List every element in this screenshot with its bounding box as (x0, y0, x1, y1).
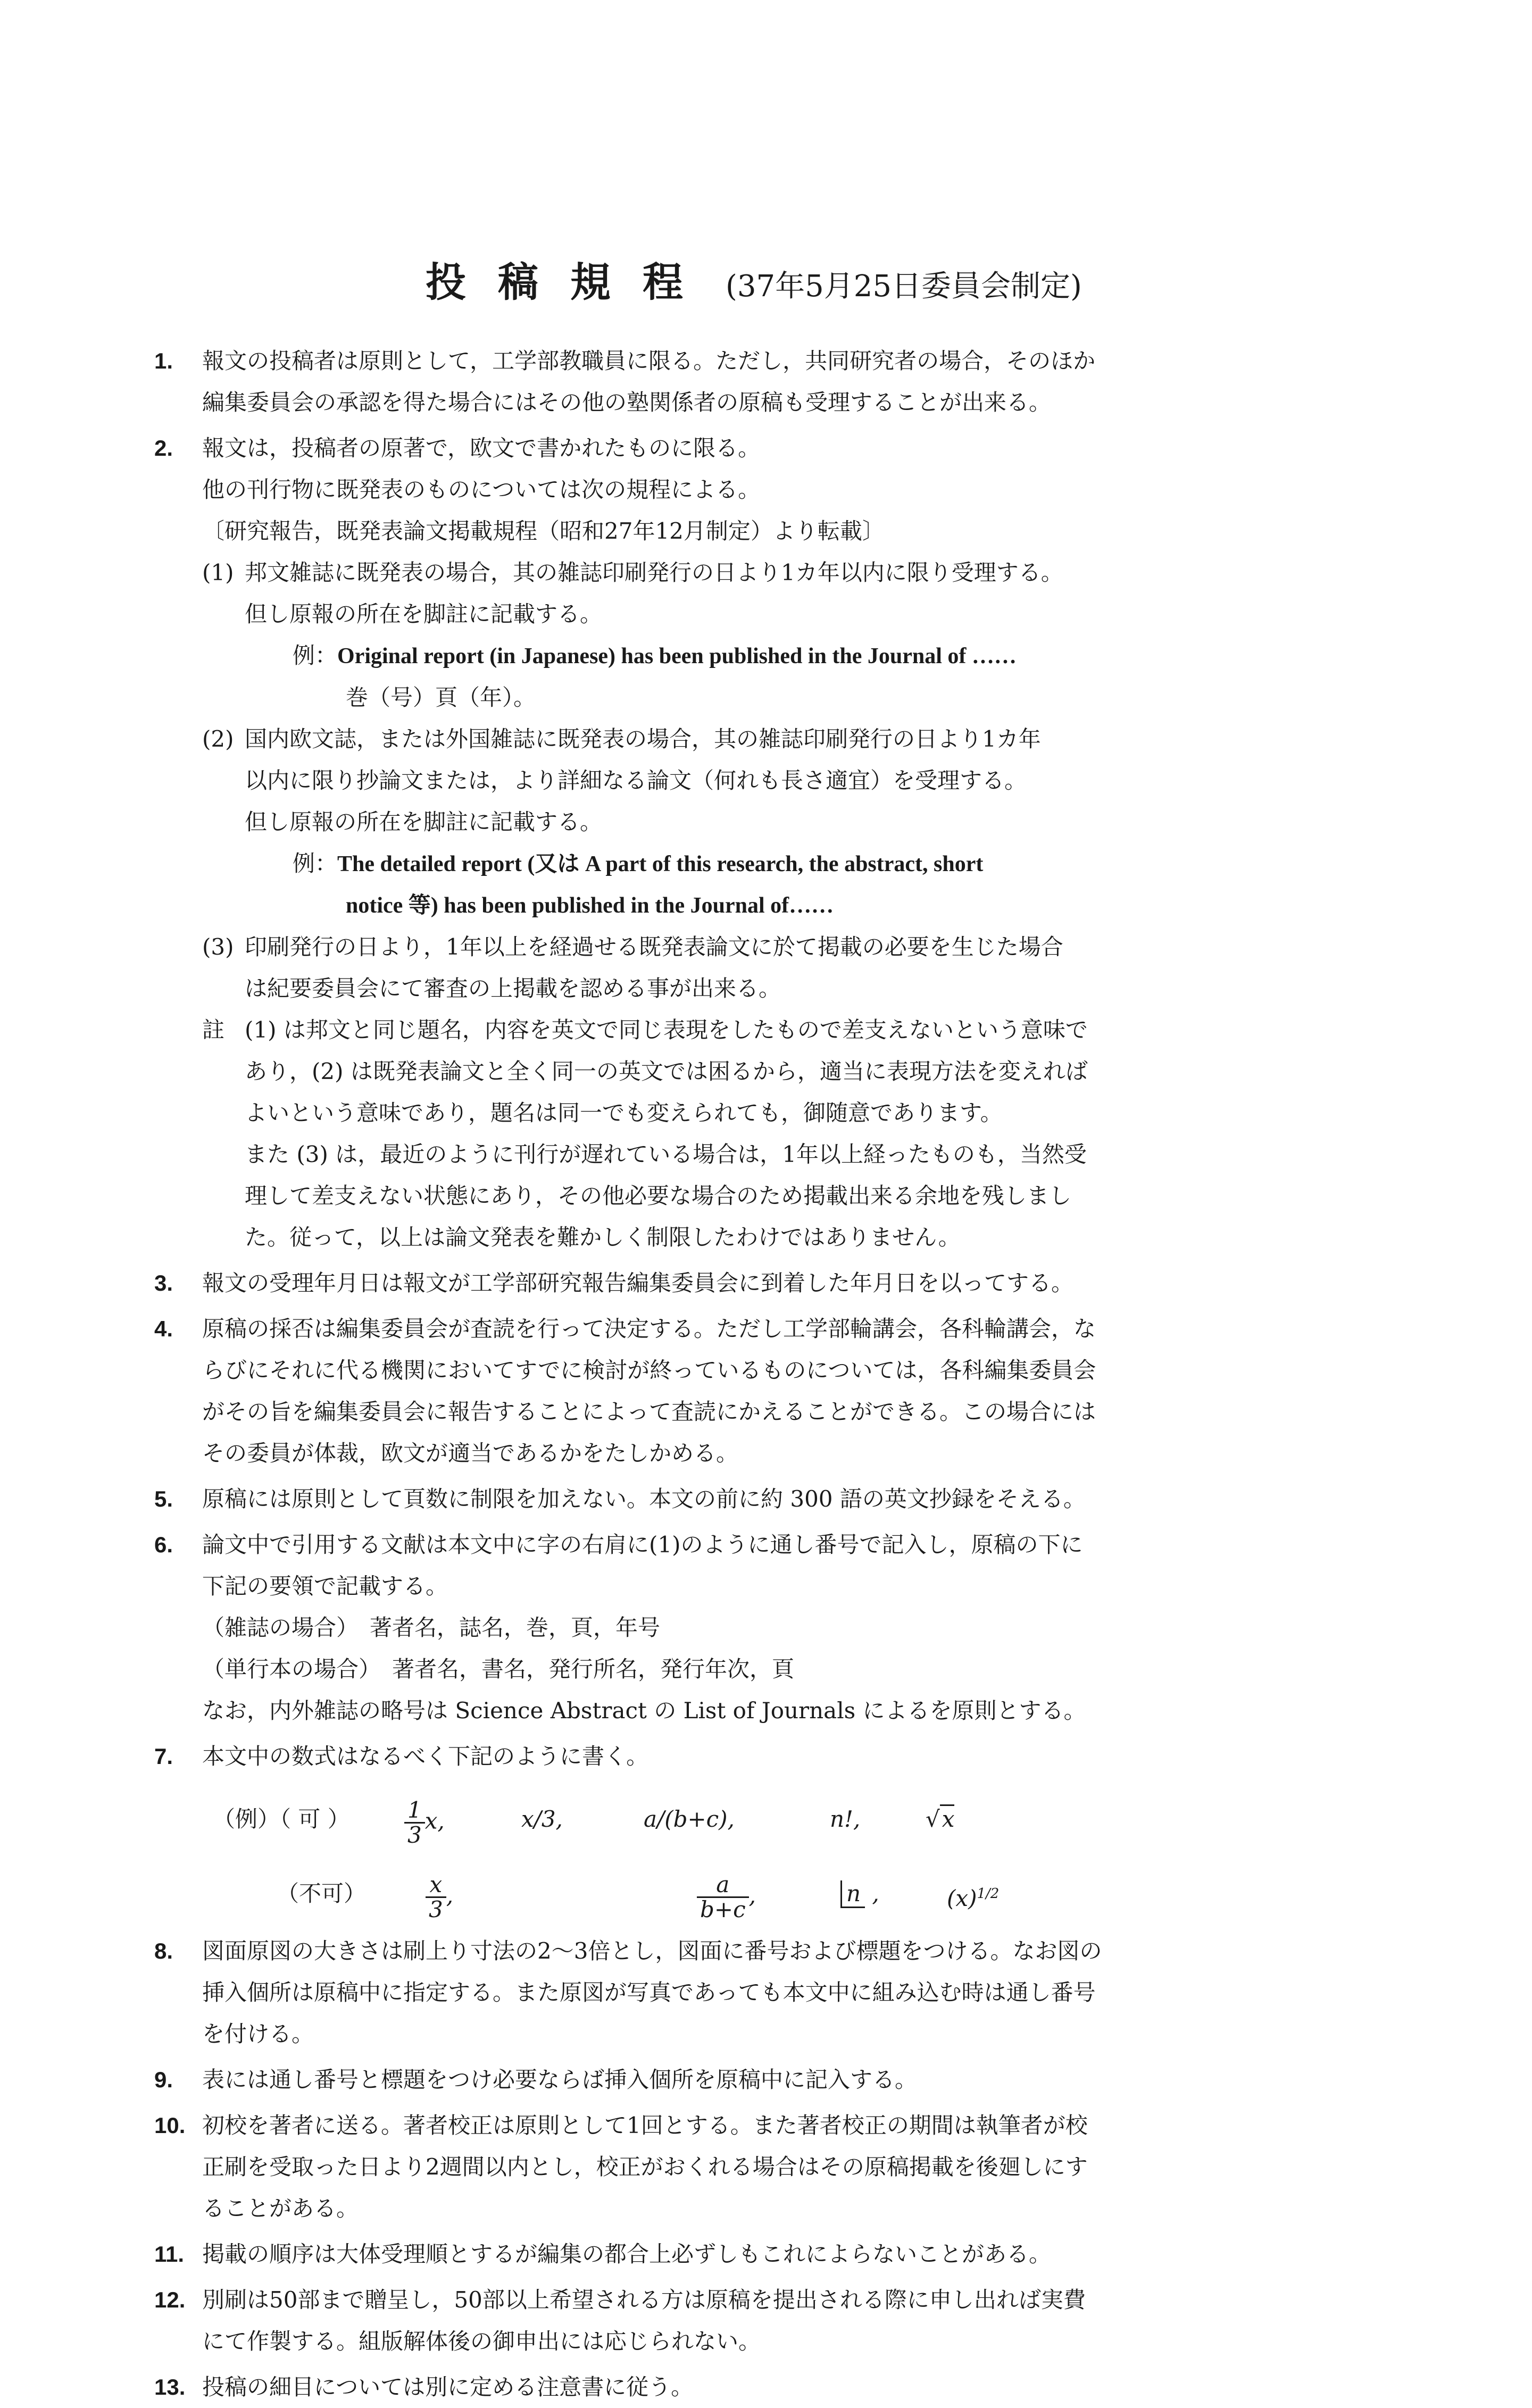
rule-number: 2. (154, 436, 173, 461)
pow-exp: 1/2 (977, 1886, 1000, 1902)
rule-2-note (202, 1009, 1218, 1258)
pow-base: (x) (947, 1885, 977, 1911)
sqrt-arg: x (940, 1804, 955, 1832)
sub-line: 邦文雑誌に既発表の場合，其の雑誌印刷発行の日より1カ年以内に限り受理する。 (245, 559, 1063, 586)
rule-13 (154, 2367, 1218, 2408)
rule-line: （単行本の場合） 著者名，書名，発行所名，発行年次，頁 (202, 1656, 795, 1682)
frac-num: a (697, 1873, 749, 1898)
rule-5 (154, 1478, 1218, 1520)
example-line (245, 843, 1218, 885)
rule-line: その委員が体裁，欧文が適当であるかをたしかめる。 (202, 1440, 739, 1466)
rule-line: 表には通し番号と標題をつけ必要ならば挿入個所を原稿中に記入する。 (202, 2067, 918, 2093)
formula-a-over-bc: a/(b+c), (644, 1806, 735, 1832)
frac-num: 1 (404, 1799, 425, 1824)
rule-line: 初校を著者に送る。著者校正は原則として1回とする。また著者校正の期間は執筆者が校 (202, 2112, 1088, 2138)
frac-after: , (748, 1882, 756, 1909)
rule-line: 挿入個所は原稿中に指定する。また原図が写真であっても本文中に組み込む時は通し番号 (202, 1979, 1096, 2005)
formula-row-ok (202, 1777, 1218, 1852)
rule-line: （雑誌の場合） 著者名，誌名，巻，頁，年号 (202, 1615, 661, 1641)
rule-line: 報文は，投稿者の原著で，欧文で書かれたものに限る。 (202, 435, 761, 461)
rule-line: 投稿の細目については別に定める注意書に従う。 (202, 2374, 694, 2400)
fact-arg: n (840, 1880, 865, 1908)
formula-x-pow-half (947, 1873, 999, 1919)
rule-10 (154, 2105, 1218, 2229)
rule-line: 原稿の採否は編集委員会が査読を行って決定する。ただし工学部輪講会，各科輪講会，な (202, 1316, 1096, 1342)
rule-number: 3. (154, 1270, 173, 1295)
rule-line: ることがある。 (202, 2195, 359, 2221)
rule-line: 正刷を受取った日より2週間以内とし，校正がおくれる場合はその原稿掲載を後廻しにす (202, 2154, 1088, 2180)
rule-number: 9. (154, 2067, 173, 2092)
sub-line: 印刷発行の日より，1年以上を経過せる既発表論文に於て掲載の必要を生じた場合 (245, 934, 1063, 960)
sub-line: 但し原報の所在を脚註に記載する。 (245, 601, 603, 627)
formula-ok-label: （例）（ 可 ） (213, 1806, 350, 1832)
title-sub: (37年5月25日委員会制定) (726, 269, 1082, 304)
rule-number: 12. (154, 2287, 186, 2312)
rule-line: 原稿には原則として頁数に制限を加えない。本文の前に約 300 語の英文抄録をそえる。 (202, 1486, 1086, 1512)
formula-ng-label: （不可） (277, 1880, 367, 1907)
sub-line: 以内に限り抄論文または，より詳細なる論文（何れも長さ適宜）を受理する。 (245, 767, 1027, 793)
frac-after: , (446, 1882, 454, 1909)
rule-9 (154, 2059, 1218, 2101)
page-title (426, 250, 1082, 308)
frac-den: 3 (429, 1896, 443, 1922)
formula-n-factorial-old (840, 1873, 879, 1914)
sub-line: 国内欧文誌，または外国雑誌に既発表の場合，其の雑誌印刷発行の日より1カ年 (245, 726, 1041, 752)
example-text: The detailed report (又は A part of this research, the abstract, short (337, 852, 984, 876)
rule-3 (154, 1262, 1218, 1304)
rules-body (154, 340, 1218, 2408)
rule-line: 本文中の数式はなるべく下記のように書く。 (202, 1743, 649, 1769)
rule-line: 図面原図の大きさは刷上り寸法の2〜3倍とし，図面に番号および標題をつける。なお図の (202, 1938, 1102, 1964)
formula-frac-x-3 (426, 1873, 453, 1921)
note-label: 註 (202, 1017, 225, 1043)
rule-8 (154, 1930, 1218, 2055)
rule-line: 編集委員会の承認を得た場合にはその他の塾関係者の原稿も受理することが出来る。 (202, 389, 1052, 415)
rule-2 (154, 428, 1218, 1258)
rule-4 (154, 1308, 1218, 1474)
example-label: 例： (293, 642, 338, 668)
example-label: 例： (293, 850, 338, 876)
frac-den: b+c (700, 1896, 746, 1922)
example-line: notice 等) has been published in the Journal of…… (346, 893, 834, 918)
rule-number: 6. (154, 1532, 173, 1557)
rule-line: がその旨を編集委員会に報告することによって査読にかえることができる。この場合には (202, 1399, 1096, 1425)
rule-1 (154, 340, 1218, 423)
note-line: また (3) は，最近のように刊行が遅れている場合は，1年以上経ったものも，当然受 (245, 1141, 1087, 1167)
formula-row-ng (202, 1852, 1218, 1926)
frac-den: 3 (407, 1822, 422, 1848)
formula-n-factorial: n!, (830, 1806, 861, 1832)
frac-after: x, (424, 1808, 445, 1834)
rule-number: 1. (154, 348, 173, 373)
sub-number: (2) (202, 726, 234, 752)
rule-line: 掲載の順序は大体受理順とするが編集の都合上必ずしもこれによらないことがある。 (202, 2241, 1052, 2267)
note-line: あり，(2) は既発表論文と全く同一の英文では困るから，適当に表現方法を変えれば (245, 1058, 1088, 1084)
formula-frac-1-3x (404, 1799, 445, 1847)
note-line: よいという意味であり，題名は同一でも変えられても，御随意であります。 (245, 1100, 1003, 1126)
rule-line: なお，内外雑誌の略号は Science Abstract の List of Journals によるを原則とする。 (202, 1698, 1086, 1724)
rule-line: 報文の投稿者は原則として，工学部教職員に限る。ただし，共同研究者の場合，そのほか (202, 348, 1096, 374)
note-line: (1) は邦文と同じ題名，内容を英文で同じ表現をしたもので差支えないという意味で (245, 1017, 1088, 1043)
rule-number: 8. (154, 1938, 173, 1963)
rule-line: らびにそれに代る機関においてすでに検討が終っているものについては，各科編集委員会 (202, 1357, 1096, 1383)
rule-number: 13. (154, 2374, 186, 2399)
rule-11 (154, 2234, 1218, 2275)
rule-number: 4. (154, 1316, 173, 1341)
rule-6 (154, 1524, 1218, 1732)
fact-after: , (872, 1880, 879, 1907)
rule-number: 5. (154, 1486, 173, 1511)
sub-line: 但し原報の所在を脚註に記載する。 (245, 809, 603, 835)
note-line: た。従って，以上は論文発表を難かしく制限したわけではありません。 (245, 1224, 961, 1250)
sub-number: (3) (202, 934, 234, 960)
formula-sqrt-x: √x (926, 1799, 954, 1840)
example-line: 巻（号）頁（年）。 (346, 684, 536, 710)
rule-line: を付ける。 (202, 2021, 314, 2047)
rule-2-sub-3 (202, 926, 1218, 1009)
rule-line: 論文中で引用する文献は本文中に字の右肩に(1)のように通し番号で記入し，原稿の下に (202, 1532, 1083, 1558)
rule-line: 別刷は50部まで贈呈し，50部以上希望される方は原稿を提出される際に申し出れば実費 (202, 2287, 1086, 2313)
note-line: 理して差支えない状態にあり，その他必要な場合のため掲載出来る余地を残しまし (245, 1183, 1072, 1209)
sub-line: は紀要委員会にて審査の上掲載を認める事が出来る。 (245, 975, 781, 1001)
rule-2-sub-2 (202, 718, 1218, 926)
rule-line: 報文の受理年月日は報文が工学部研究報告編集委員会に到着した年月日を以ってする。 (202, 1270, 1074, 1296)
rule-12 (154, 2279, 1218, 2362)
title-main: 投稿規程 (426, 258, 715, 306)
formula-x-over-3: x/3, (521, 1806, 563, 1832)
rule-2-sub-1 (202, 552, 1218, 718)
rule-number: 7. (154, 1744, 173, 1769)
rule-line: 〔研究報告，既発表論文掲載規程（昭和27年12月制定）より転載〕 (202, 518, 885, 544)
example-text: Original report (in Japanese) has been published in the Journal of …… (337, 644, 1017, 668)
rule-line: 下記の要領で記載する。 (202, 1573, 448, 1599)
rule-number: 10. (154, 2113, 186, 2138)
rule-number: 11. (154, 2242, 185, 2267)
rule-line: にて作製する。組版解体後の御申出には応じられない。 (202, 2328, 761, 2354)
formula-frac-a-bc (697, 1873, 756, 1921)
rule-line: 他の刊行物に既発表のものについては次の規程による。 (202, 476, 761, 503)
example-line (245, 635, 1218, 677)
sub-number: (1) (202, 559, 234, 586)
frac-num: x (426, 1873, 446, 1898)
rule-7 (154, 1736, 1218, 1926)
